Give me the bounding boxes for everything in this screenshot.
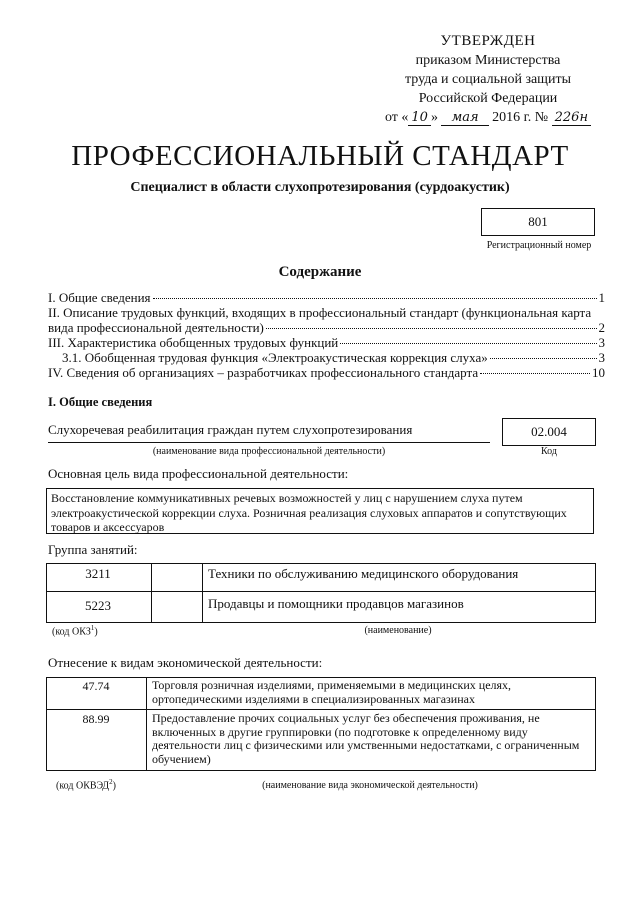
- activity-code: 02.004: [502, 418, 596, 446]
- approval-line-3: Российской Федерации: [418, 91, 558, 106]
- approval-date-line: от « 10 » мая 2016 г. № 226н: [378, 108, 598, 127]
- table-cell-econ-code: 88.99: [82, 712, 110, 726]
- document-subtitle: Специалист в области слухопротезирования (сурдоакустик): [130, 180, 510, 195]
- approval-year: 2016 г. №: [492, 110, 549, 125]
- approval-day: 10: [408, 110, 431, 126]
- registration-number: 801: [481, 208, 595, 236]
- approval-number: 226н: [552, 110, 591, 126]
- toc-item-3[interactable]: III. Характеристика обобщенных трудовых функций 3: [48, 335, 605, 350]
- okz-label: (код ОКЗ$^1$): [52, 624, 98, 638]
- approval-block: [378, 32, 598, 127]
- table-cell-occ-name: Техники по обслуживанию медицинского оборудования: [208, 566, 519, 581]
- table-cell-econ-name: Торговля розничная изделиями, применяемыми в медицинских целях, ортопедическими изделиями в специализированных магазинах: [152, 678, 512, 706]
- section-heading-general: I. Общие сведения: [48, 395, 153, 409]
- table-cell-econ-code: 47.74: [82, 679, 110, 693]
- econ-name-label: (наименование вида экономической деятельности): [262, 780, 478, 791]
- toc-item-4[interactable]: IV. Сведения об организациях – разработчиках профессионального стандарта 10: [48, 365, 605, 380]
- table-of-contents: [48, 290, 605, 380]
- contents-heading: Содержание: [278, 264, 362, 280]
- okved-label: (код ОКВЭД$^2$): [56, 778, 116, 792]
- table-cell-occ-code: 3211: [85, 566, 111, 581]
- econ-activity-label: Отнесение к видам экономической деятельности:: [48, 655, 323, 670]
- registration-label: Регистрационный номер: [486, 240, 592, 251]
- toc-item-1[interactable]: I. Общие сведения 1: [48, 290, 605, 305]
- table-cell-econ-name: Предоставление прочих социальных услуг без обеспечения проживания, не включенных в другие группировки (по подготовке к определенному виду деятельности лиц с физическими или умственными недостатками, с ограниченным обучением): [152, 711, 580, 766]
- table-cell-occ-name: Продавцы и помощники продавцов магазинов: [208, 596, 464, 611]
- goal-text: Восстановление коммуникативных речевых возможностей у лиц с нарушением слуха путем электроакустической коррекции слуха. Розничная реализация слуховых аппаратов и сопутствующих товаров и аксессуаров: [46, 488, 594, 534]
- occupation-name-label: (наименование): [364, 625, 432, 636]
- goal-label: Основная цель вида профессиональной деятельности:: [48, 466, 349, 481]
- table-cell-occ-code: 5223: [85, 598, 111, 613]
- document-title: ПРОФЕССИОНАЛЬНЫЙ СТАНДАРТ: [71, 140, 569, 172]
- approval-month: мая: [441, 110, 488, 126]
- activity-name: Слухоречевая реабилитация граждан путем слухопротезирования: [48, 422, 413, 437]
- approval-line-1: приказом Министерства: [415, 53, 561, 68]
- approval-line-2: труда и социальной защиты: [405, 72, 571, 87]
- approval-title: УТВЕРЖДЕН: [440, 33, 536, 49]
- occupation-group-label: Группа занятий:: [48, 542, 138, 557]
- code-label: Код: [541, 446, 557, 457]
- toc-item-2[interactable]: II. Описание трудовых функций, входящих в профессиональный стандарт (функциональная карта вида профессиональной деятельности) 2: [48, 305, 605, 335]
- toc-item-3-1[interactable]: 3.1. Обобщенная трудовая функция «Электроакустическая коррекция слуха» 3: [62, 350, 605, 365]
- activity-name-label: (наименование вида профессиональной деятельности): [152, 446, 386, 457]
